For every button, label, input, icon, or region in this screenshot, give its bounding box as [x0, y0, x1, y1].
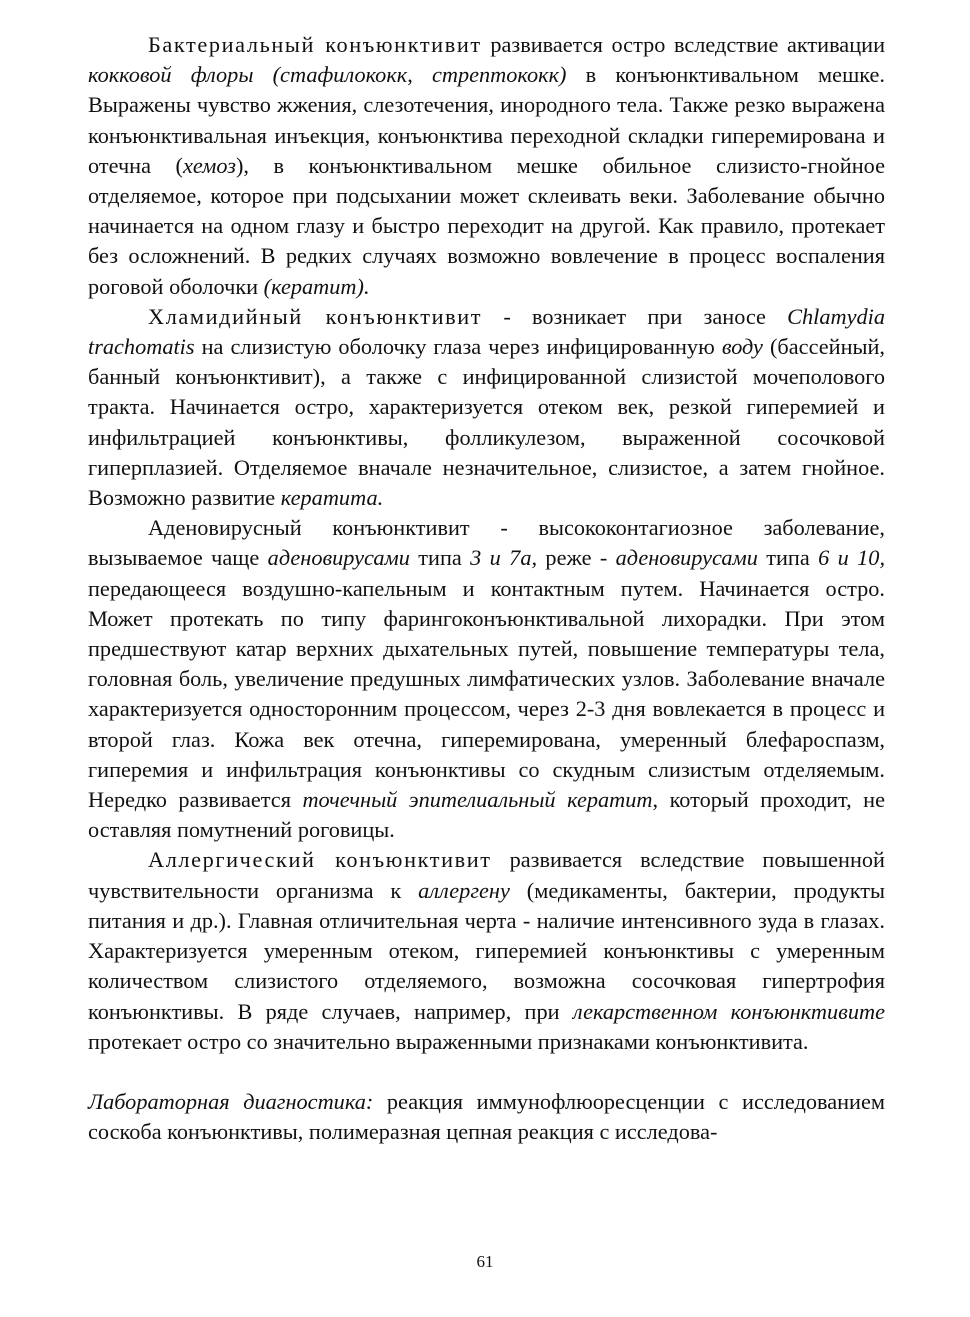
term-heading: Бактериальный конъюнктивит	[148, 32, 482, 57]
text-run: ), в конъюнктивальном мешке обильное слизисто-гнойное отделяемое, которое при подсыхании может склеивать веки. Заболевание обычно начинается на одном глазу и быстро переходит на другой. Как правило, протекает без осложнений. В редких случаях возможно вовлечение в процесс воспаления роговой оболочки	[88, 152, 885, 299]
italic-text: воду	[721, 334, 763, 360]
italic-text: точечный эпителиальный кератит	[302, 787, 653, 813]
italic-text: 6 и 10,	[818, 545, 886, 571]
text-run: Аденовирусный конъюнктивит - высококонтагиозное заболевание, вызываемое чаще	[88, 515, 885, 571]
italic-text: аденовирусами	[615, 545, 758, 571]
italic-text: стрептококк)	[431, 62, 567, 88]
italic-text: хемоз	[182, 152, 236, 178]
text-run: протекает остро со значительно выраженными признаками конъюнктивита.	[88, 1028, 809, 1054]
text-run: в конъюнктивальном мешке. Выражены чувство жжения, слезотечения, инородного тела. Также резко выражена конъюнктивальная инъекция, конъюнктива переходной складки гиперемирована и отечна (	[88, 62, 885, 178]
text-run: ,	[407, 62, 432, 88]
italic-text: лекарственном конъюнктивите	[572, 998, 885, 1024]
italic-text: аденовирусами	[267, 545, 410, 571]
text-run: типа	[409, 545, 471, 571]
term-heading: Аллергический конъюнктивит	[148, 847, 492, 873]
italic-text: Chlamydia trachomatis	[88, 303, 886, 360]
text-run: реже -	[537, 545, 616, 571]
text-run: развивается вследствие повышенной чувствительности организма к	[88, 847, 885, 903]
section-gap	[88, 1057, 885, 1087]
italic-text: кокковой флоры (стафилококк	[88, 62, 408, 88]
paragraph-bacterial-conjunctivitis	[88, 30, 885, 302]
italic-text: 3 и 7а,	[470, 545, 538, 571]
italic-text: кератита.	[280, 485, 384, 511]
page-number: 61	[476, 1252, 494, 1271]
text-run: реакция иммунофлюоресценции с исследованием соскоба конъюнктивы, полимеразная цепная реакция с исследова-	[88, 1088, 885, 1145]
paragraph-allergic-conjunctivitis	[88, 845, 885, 1056]
text-run: - возникает при заносе	[482, 303, 788, 329]
italic-text: аллергену	[418, 877, 510, 903]
paragraph-adenoviral-conjunctivitis	[88, 513, 885, 845]
paragraph-lab-diagnostics	[88, 1087, 885, 1147]
text-run: на слизистую оболочку глаза через инфицированную	[194, 334, 722, 360]
text-run: передающееся воздушно-капельным и контактным путем. Начинается остро. Может протекать по типу фарингоконъюнктивальной лихорадки. При этом предшествуют катар верхних дыхательных путей, повышение температуры тела, головная боль, увеличение предушных лимфатических узлов. Заболевание вначале характеризуется односторонним процессом, через 2-3 дня вовлекается в процесс и второй глаз. Кожа век отечна, гиперемирована, умеренный блефароспазм, гиперемия и инфильтрация конъюнктивы со скудным слизистым отделяемым. Нередко развивается	[88, 575, 885, 813]
text-run: типа	[757, 545, 819, 571]
italic-text: (кератит).	[263, 273, 370, 299]
text-run: (бассейный, банный конъюнктивит), а также с инфицированной слизистой мочеполового тракта. Начинается остро, характеризуется отеком век, резкой гиперемией и инфильтрацией конъюнктивы, фолликулезом, выраженной сосочковой гиперплазией. Отделяемое вначале незначительное, слизистое, а затем гнойное. Возможно развитие	[88, 334, 885, 511]
text-run: , который проходит, не оставляя помутнений роговицы.	[88, 787, 885, 843]
paragraph-chlamydial-conjunctivitis	[88, 302, 885, 513]
text-run: (медикаменты, бактерии, продукты питания и др.). Главная отличительная черта - наличие интенсивного зуда в глазах. Характеризуется умеренным отеком, гиперемией конъюнктивы с умеренным количеством слизистого отделяемого, возможна сосочковая гипертрофия конъюнктивы. В ряде случаев, например, при	[88, 877, 885, 1024]
term-heading: Хламидийный конъюнктивит	[148, 303, 483, 329]
page-body	[88, 30, 885, 1147]
italic-text: Лабораторная диагностика:	[88, 1088, 374, 1114]
text-run: развивается остро вследствие активации	[481, 32, 886, 57]
